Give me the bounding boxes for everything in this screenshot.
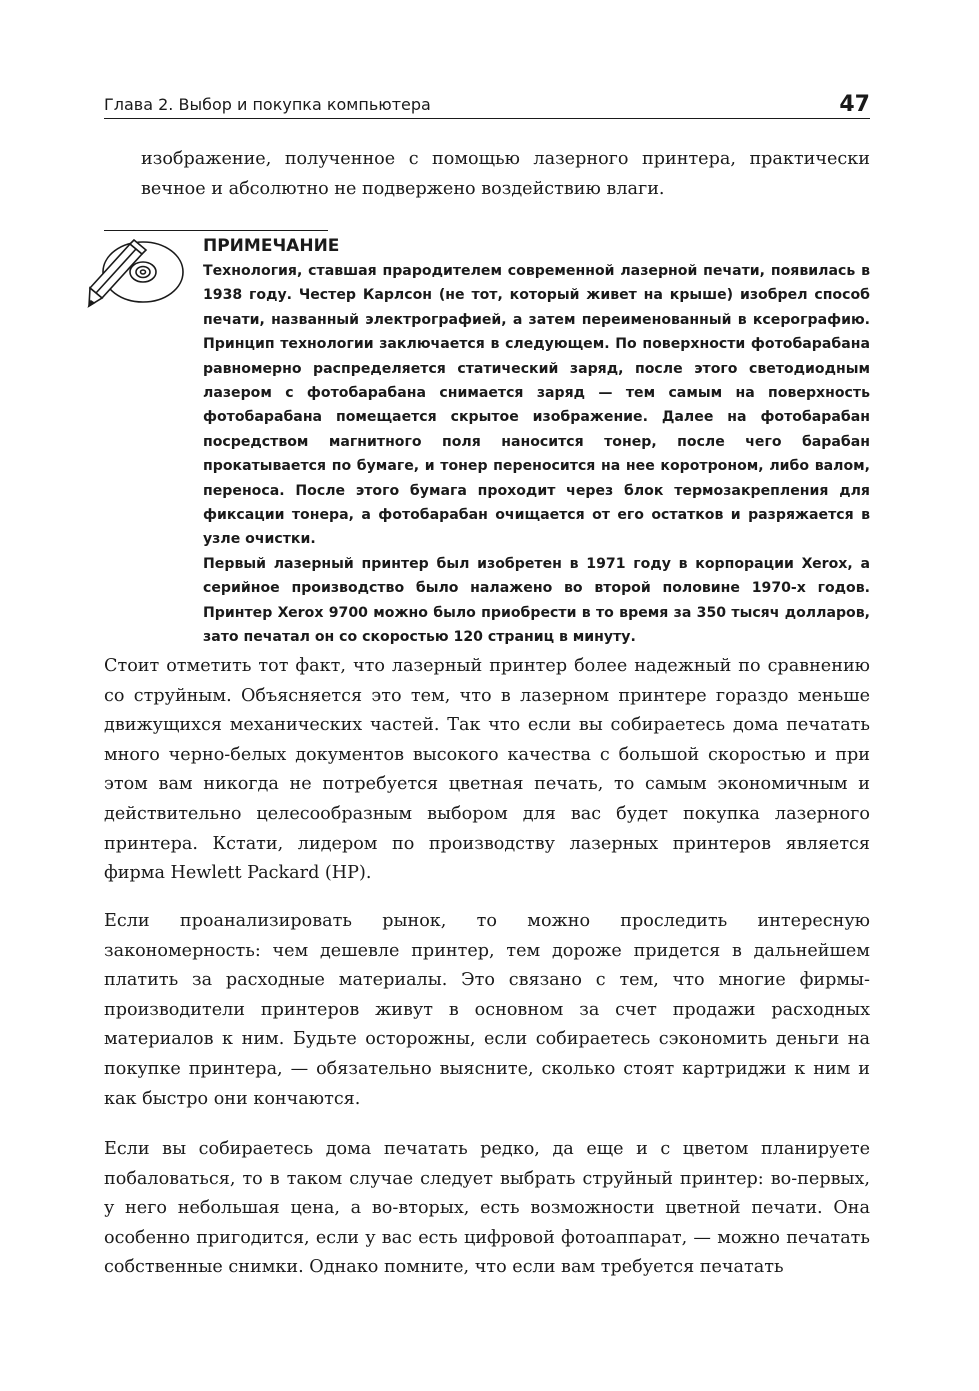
chapter-title: Глава 2. Выбор и покупка компьютера <box>104 95 431 114</box>
body-paragraph: Если вы собираетесь дома печатать редко, да еще и с цветом планируете побаловаться, то в таком случае следует выбрать струйный принтер: во-первых, у него небольшая цена, а во-вторых, есть возможности цветной печати. Она особенно пригодится, если у вас есть цифровой фотоаппарат, — можно печатать собственные снимки. Однако помните, что если вам требуется печатать <box>104 1139 870 1278</box>
note-box <box>203 234 870 650</box>
note-title: ПРИМЕЧАНИЕ <box>203 236 340 256</box>
note-paragraph: Технология, ставшая прародителем современной лазерной печати, появилась в 1938 году. Честер Карлсон (не тот, который живет на крыше) изобрел способ печати, названный электрографией, а затем переименованный в ксерографию. Принцип технологии заключается в следующем. По поверхности фотобарабана равномерно распределяется статический заряд, после этого светодиодным лазером с фотобарабана снимается заряд — тем самым на поверхность фотобарабана помещается скрытое изображение. Далее на фотобарабан посредством магнитного поля наносится тонер, после чего барабан прокатывается по бумаге, и тонер переносится на нее коротроном, либо валом, переноса. После этого бумага проходит через блок термозакрепления для фиксации тонера, а фотобарабан очищается от его остатков и разряжается в узле очистки. <box>203 263 870 548</box>
body-paragraph: Стоит отметить тот факт, что лазерный принтер более надежный по сравнению со струйным. Объясняется это тем, что в лазерном принтере гораздо меньше движущихся механических частей. Так что если вы собираетесь дома печатать много черно-белых документов высокого качества с большой скоростью и при этом вам никогда не потребуется цветная печать, то самым экономичным и действительно целесообразным выбором для вас будет покупка лазерного принтера. Кстати, лидером по производству лазерных принтеров является фирма Hewlett Packard (HP). <box>104 656 870 884</box>
note-paragraph: Первый лазерный принтер был изобретен в 1971 году в корпорации Xerox, а серийное производство было налажено во второй половине 1970-х годов. Принтер Xerox 9700 можно было приобрести в то время за 350 тысяч долларов, зато печатал он со скоростью 120 страниц в минуту. <box>203 555 870 646</box>
page-number: 47 <box>839 92 870 117</box>
body-paragraph: Если проанализировать рынок, то можно проследить интересную закономерность: чем дешевле принтер, тем дороже придется в дальнейшем платить за расходные материалы. Это связано с тем, что многие фирмы-производители принтеров живут в основном за счет продажи расходных материалов к ним. Будьте осторожны, если собираетесь сэкономить деньги на покупке принтера, — обязательно выясните, сколько стоят картриджи к ним и как быстро они кончаются. <box>104 911 870 1109</box>
note-divider <box>104 230 328 231</box>
pencil-cd-icon <box>78 236 188 316</box>
running-header <box>104 88 870 119</box>
intro-paragraph: изображение, полученное с помощью лазерного принтера, практически вечное и абсолютно не подвержено воздействию влаги. <box>141 149 870 199</box>
